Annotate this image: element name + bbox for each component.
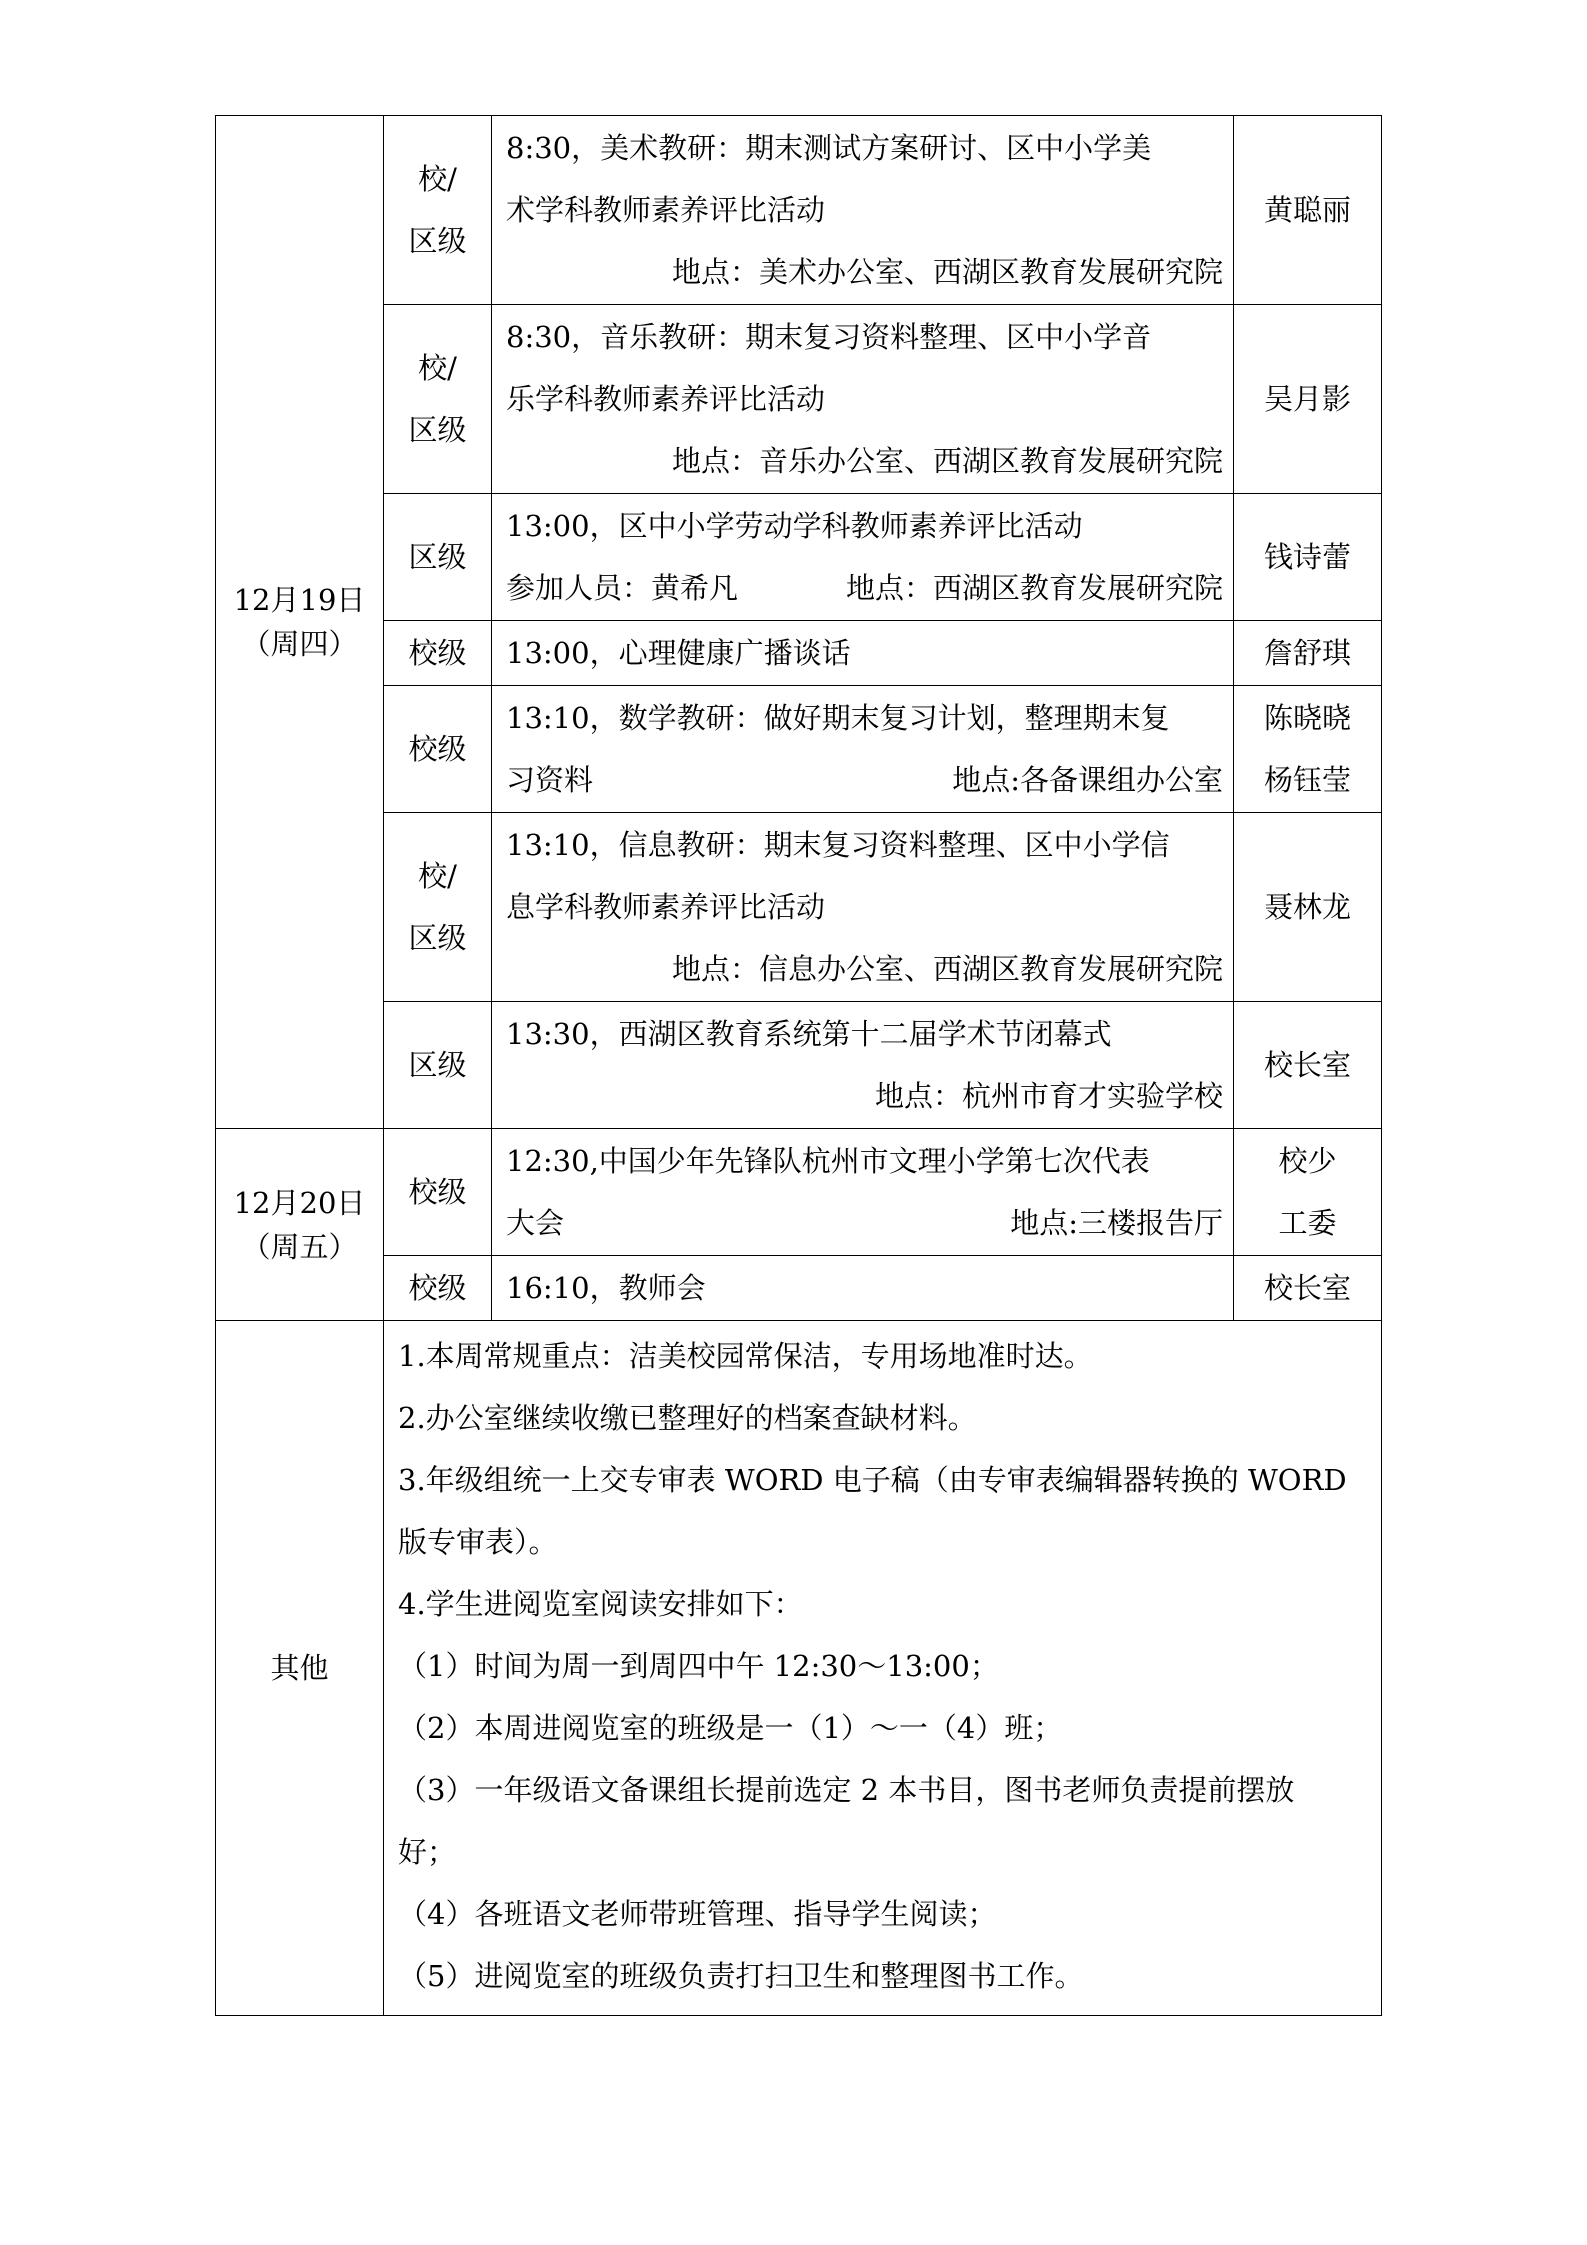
- person-text: 陈晓晓: [1263, 701, 1351, 735]
- others-line: 4.学生进阅览室阅读安排如下：: [398, 1587, 803, 1621]
- level-text: 区级: [408, 1048, 467, 1082]
- person-text: 工委: [1278, 1206, 1337, 1240]
- others-line: （5）进阅览室的班级负责打扫卫生和整理图书工作。: [398, 1959, 1084, 1993]
- schedule-body: [216, 116, 1382, 2016]
- date-cell: [216, 1129, 384, 1321]
- person-text: 钱诗蕾: [1263, 540, 1351, 574]
- date-text: 12月19日: [233, 583, 366, 617]
- level-text: 区级: [408, 540, 467, 574]
- location-text: 地点：美术办公室、西湖区教育发展研究院: [671, 255, 1223, 289]
- person-cell: [1234, 116, 1382, 305]
- content-left-text: 大会: [506, 1206, 565, 1240]
- content-line: 13:00，心理健康广播谈话: [506, 636, 851, 670]
- person-cell: [1234, 305, 1382, 494]
- location-text: 地点：杭州市育才实验学校: [874, 1079, 1223, 1113]
- schedule-table: [215, 115, 1382, 2016]
- person-text: 吴月影: [1263, 382, 1351, 416]
- content-line: [506, 557, 1223, 619]
- content-line: 术学科教师素养评比活动: [506, 193, 826, 227]
- level-cell: [384, 813, 492, 1002]
- content-cell: [492, 494, 1234, 621]
- level-text: 区级: [408, 224, 467, 258]
- schedule-row: [216, 686, 1382, 813]
- content-cell: [492, 305, 1234, 494]
- others-line: 版专审表）。: [398, 1525, 558, 1559]
- content-line: 乐学科教师素养评比活动: [506, 382, 826, 416]
- content-cell: [492, 1002, 1234, 1129]
- level-cell: [384, 305, 492, 494]
- level-text: 校/: [418, 162, 457, 196]
- person-cell: [1234, 1129, 1382, 1256]
- level-text: 校/: [418, 859, 457, 893]
- level-text: 区级: [408, 413, 467, 447]
- person-cell: [1234, 813, 1382, 1002]
- location-text: 地点:三楼报告厅: [1010, 1206, 1223, 1240]
- level-text: 区级: [408, 921, 467, 955]
- content-line: 息学科教师素养评比活动: [506, 890, 826, 924]
- content-line: [506, 1192, 1223, 1254]
- others-row: [216, 1321, 1382, 2016]
- others-line: （4）各班语文老师带班管理、指导学生阅读；: [398, 1897, 997, 1931]
- schedule-row: [216, 621, 1382, 686]
- content-line: 13:30，西湖区教育系统第十二届学术节闭幕式: [506, 1017, 1112, 1051]
- schedule-row: [216, 1129, 1382, 1256]
- level-text: 校/: [418, 351, 457, 385]
- level-cell: [384, 116, 492, 305]
- level-cell: [384, 494, 492, 621]
- content-line: 13:10，数学教研：做好期末复习计划，整理期末复: [506, 701, 1170, 735]
- level-text: 校级: [408, 1271, 467, 1305]
- content-line: 16:10，教师会: [506, 1271, 706, 1305]
- content-cell: [492, 686, 1234, 813]
- others-line: （3）一年级语文备课组长提前选定 2 本书目，图书老师负责提前摆放: [398, 1773, 1295, 1807]
- content-left-text: 参加人员：黄希凡: [506, 571, 739, 605]
- schedule-row: [216, 1256, 1382, 1321]
- schedule-row: [216, 494, 1382, 621]
- level-cell: [384, 686, 492, 813]
- content-cell: [492, 1129, 1234, 1256]
- weekday-text: （周五）: [241, 1229, 358, 1264]
- others-line: （2）本周进阅览室的班级是一（1）～一（4）班；: [398, 1711, 1063, 1745]
- content-cell: [492, 621, 1234, 686]
- level-text: 校级: [408, 636, 467, 670]
- content-cell: [492, 1256, 1234, 1321]
- location-text: 地点:各备课组办公室: [952, 763, 1223, 797]
- others-line: 好；: [398, 1835, 457, 1869]
- others-line: 1.本周常规重点：洁美校园常保洁，专用场地准时达。: [398, 1339, 1093, 1373]
- content-line: [506, 749, 1223, 811]
- location-text: 地点：音乐办公室、西湖区教育发展研究院: [671, 444, 1223, 478]
- content-line: 13:10，信息教研：期末复习资料整理、区中小学信: [506, 828, 1170, 862]
- content-line: 12:30,中国少年先锋队杭州市文理小学第七次代表: [506, 1144, 1150, 1178]
- level-cell: [384, 1002, 492, 1129]
- date-text: 12月20日: [233, 1185, 366, 1220]
- person-cell: [1234, 494, 1382, 621]
- date-cell: [216, 116, 384, 1129]
- level-cell: [384, 1256, 492, 1321]
- level-cell: [384, 621, 492, 686]
- schedule-row: [216, 305, 1382, 494]
- person-text: 詹舒琪: [1263, 636, 1351, 670]
- level-text: 校级: [408, 732, 467, 766]
- schedule-row: [216, 813, 1382, 1002]
- others-content: [384, 1321, 1382, 2016]
- person-cell: [1234, 686, 1382, 813]
- content-cell: [492, 813, 1234, 1002]
- person-cell: [1234, 621, 1382, 686]
- content-line: 8:30，美术教研：期末测试方案研讨、区中小学美: [506, 131, 1152, 165]
- location-text: 地点：信息办公室、西湖区教育发展研究院: [671, 952, 1223, 986]
- others-line: 2.办公室继续收缴已整理好的档案查缺材料。: [398, 1401, 977, 1435]
- person-cell: [1234, 1002, 1382, 1129]
- schedule-row: [216, 1002, 1382, 1129]
- level-cell: [384, 1129, 492, 1256]
- others-line: （1）时间为周一到周四中午 12:30～13:00；: [398, 1649, 999, 1683]
- person-text: 校少: [1278, 1144, 1337, 1178]
- person-text: 校长室: [1263, 1048, 1351, 1082]
- person-text: 黄聪丽: [1263, 193, 1351, 227]
- content-line: 8:30，音乐教研：期末复习资料整理、区中小学音: [506, 320, 1152, 354]
- person-text: 校长室: [1263, 1271, 1351, 1305]
- content-line: 13:00，区中小学劳动学科教师素养评比活动: [506, 509, 1083, 543]
- person-text: 杨钰莹: [1263, 763, 1351, 797]
- content-cell: [492, 116, 1234, 305]
- content-left-text: 习资料: [506, 763, 594, 797]
- others-line: 3.年级组统一上交专审表 WORD 电子稿（由专审表编辑器转换的 WORD: [398, 1463, 1347, 1497]
- person-cell: [1234, 1256, 1382, 1321]
- schedule-row: [216, 116, 1382, 305]
- weekday-text: （周四）: [241, 627, 358, 661]
- level-text: 校级: [408, 1175, 467, 1209]
- person-text: 聂林龙: [1263, 890, 1351, 924]
- others-label: 其他: [216, 1321, 384, 2016]
- location-text: 地点：西湖区教育发展研究院: [845, 571, 1223, 605]
